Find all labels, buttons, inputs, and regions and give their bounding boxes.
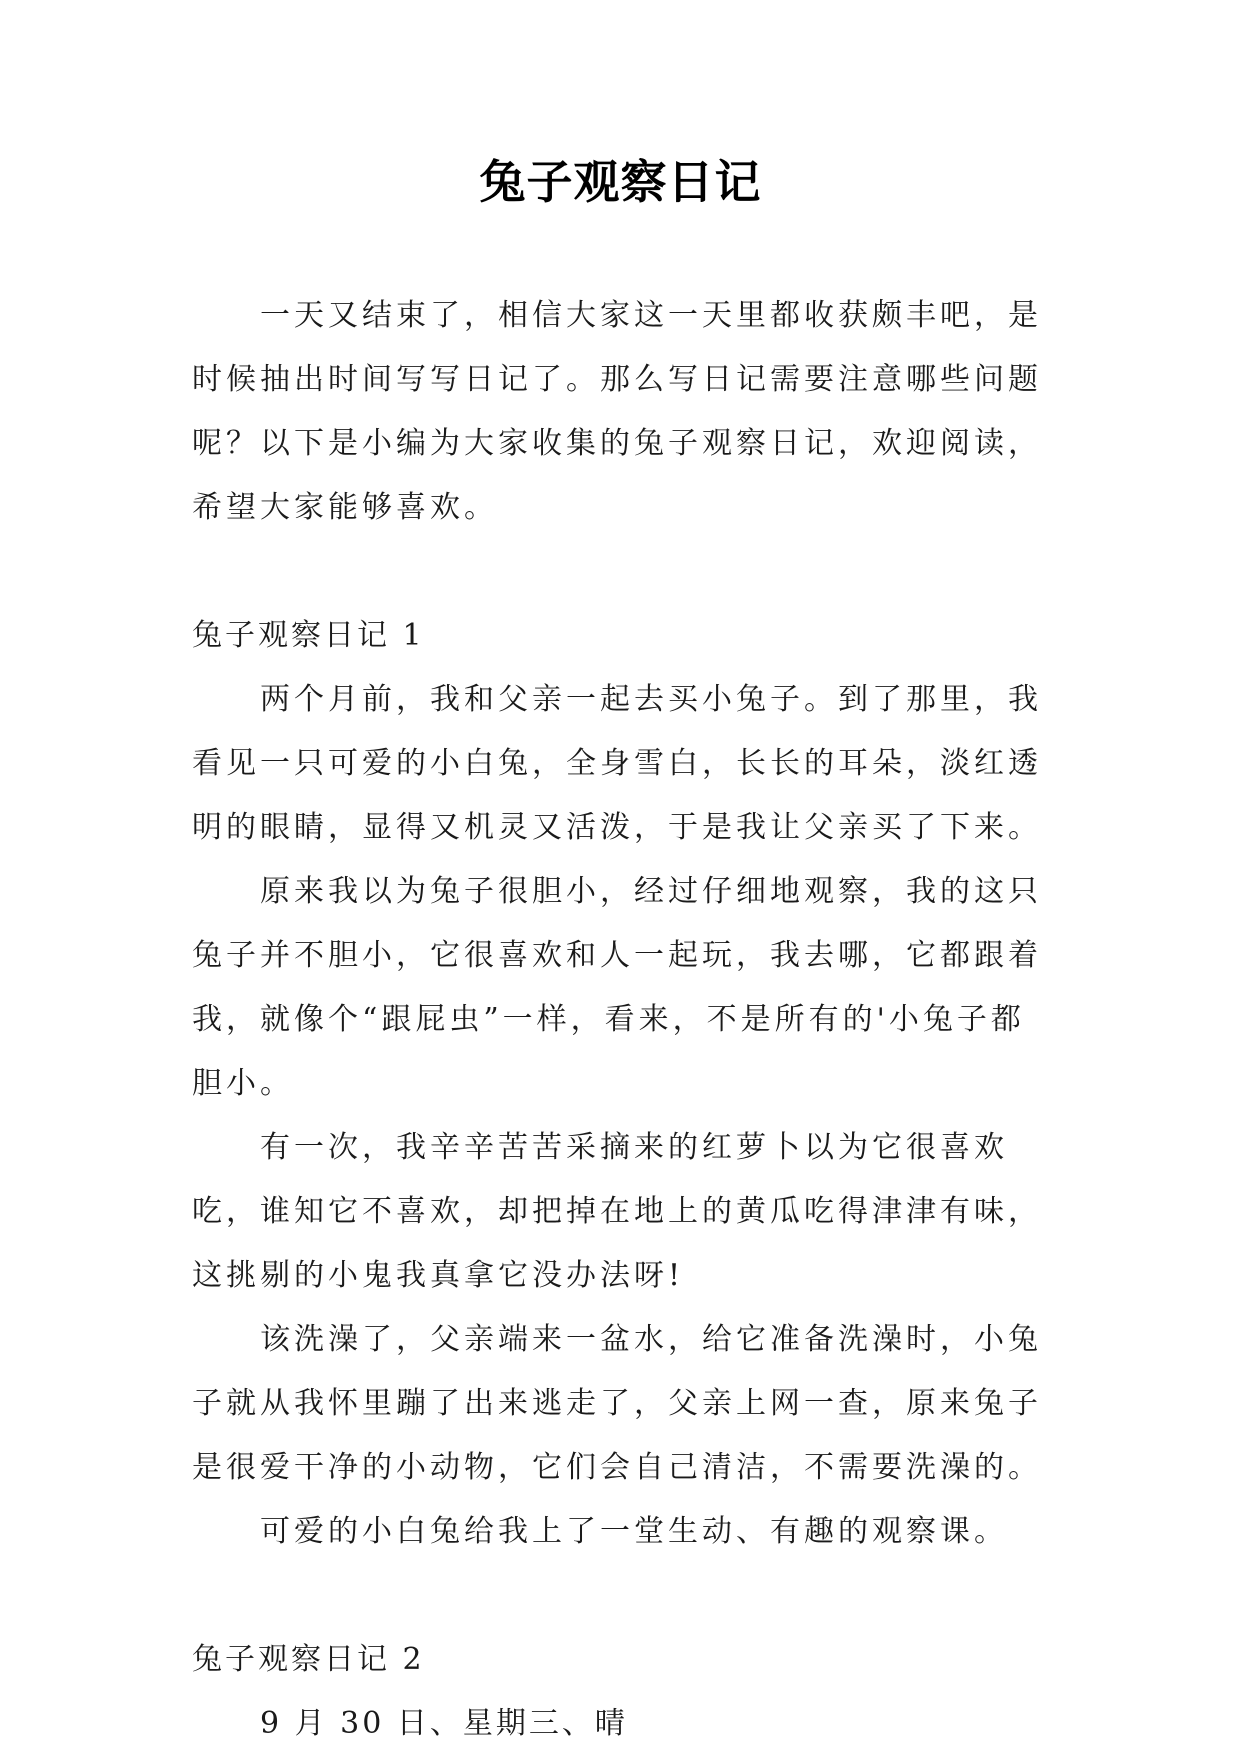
section-1-paragraph-4: 该洗澡了，父亲端来一盆水，给它准备洗澡时，小兔子就从我怀里蹦了出来逃走了，父亲上网一查，原来兔子是很爱干净的小动物，它们会自己清洁，不需要洗澡的。 <box>192 1322 1042 1485</box>
section-1-paragraph-3: 有一次，我辛辛苦苦采摘来的红萝卜以为它很喜欢吃，谁知它不喜欢，却把掉在地上的黄瓜吃得津津有味，这挑剔的小鬼我真拿它没办法呀! <box>192 1130 1042 1293</box>
section-1-paragraph-2: 原来我以为兔子很胆小，经过仔细地观察，我的这只兔子并不胆小，它很喜欢和人一起玩，我去哪，它都跟着我，就像个“跟屁虫”一样，看来，不是所有的'小兔子都胆小。 <box>192 874 1042 1101</box>
document-title: 兔子观察日记 <box>479 155 762 209</box>
section-heading-2: 兔子观察日记 2 <box>192 1642 425 1677</box>
section-2-date-line: 9 月 30 日、星期三、晴 <box>260 1706 628 1741</box>
section-spacer <box>192 540 1050 604</box>
section-1-paragraph-5: 可爱的小白兔给我上了一堂生动、有趣的观察课。 <box>260 1514 1008 1549</box>
section-spacer <box>192 1564 1050 1628</box>
intro-paragraph: 一天又结束了，相信大家这一天里都收获颇丰吧，是时候抽出时间写写日记了。那么写日记需要注意哪些问题呢？以下是小编为大家收集的兔子观察日记，欢迎阅读，希望大家能够喜欢。 <box>192 298 1042 525</box>
document-body <box>192 284 1050 1756</box>
section-1-paragraph-1: 两个月前，我和父亲一起去买小兔子。到了那里，我看见一只可爱的小白兔，全身雪白，长长的耳朵，淡红透明的眼睛，显得又机灵又活泼，于是我让父亲买了下来。 <box>192 682 1042 845</box>
section-heading-1: 兔子观察日记 1 <box>192 618 425 653</box>
